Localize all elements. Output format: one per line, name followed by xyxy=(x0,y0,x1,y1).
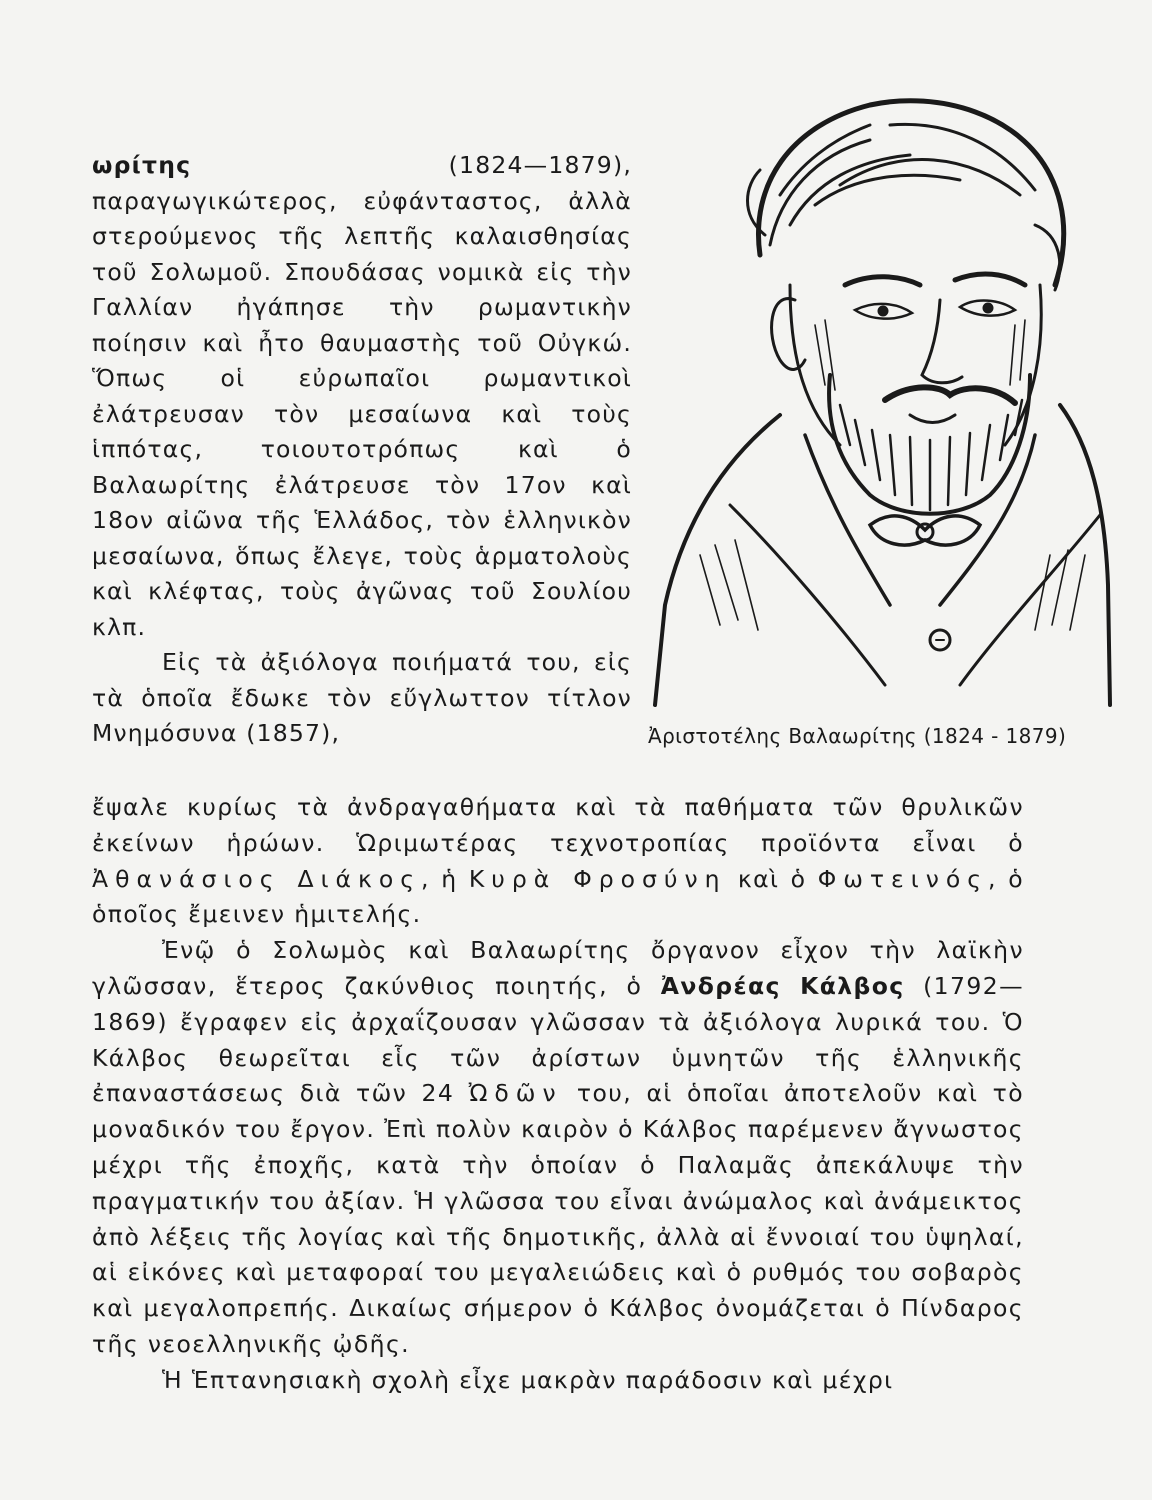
work-title: Ὠδῶν xyxy=(468,1079,563,1108)
work-title: Κυρὰ Φροσύνη xyxy=(468,864,727,893)
paragraph-text: (1824—1879), παραγωγικώτερος, εὐφάνταστος, ἀλλὰ στερούμενος τῆς λεπτῆς καλαισθησίας τοῦ Σολωμοῦ. Σπουδάσας νομικὰ εἰς τὴν Γαλλίαν ἠγάπησε τὴν ρωμαντικὴν ποίησιν καὶ ἦτο θαυμαστὴς τοῦ Οὐγκώ. Ὅπως οἱ εὐρωπαῖοι ρωμαντικοὶ ἐλάτρευσαν τὸν μεσαίωνα καὶ τοὺς ἱππότας, τοιουτοτρόπως καὶ ὁ Βαλαωρίτης ἐλάτρευσε τὸν 17ον καὶ 18ον αἰῶνα τῆς Ἑλλάδος, τὸν ἑλληνικὸν μεσαίωνα, ὅπως ἔλεγε, τοὺς ἁρματολοὺς καὶ κλέφτας, τοὺς ἀγῶνας τοῦ Σουλίου κλπ. xyxy=(92,151,632,641)
poet-name: Ἀνδρέας Κάλβος xyxy=(660,971,905,1000)
text-run: Ἐνῷ ὁ Σολωμὸς καὶ Βαλαωρίτης ὄργανον εἶχον τὴν λαϊκὴν γλῶσσαν, ἕτερος ζακύνθιος ποιητής, ὁ xyxy=(92,936,1024,1000)
upper-text-column xyxy=(92,148,632,752)
portrait-engraving xyxy=(640,85,1115,715)
lead-word: ωρίτης xyxy=(92,151,192,179)
lower-text-block xyxy=(92,790,1024,1399)
text-run: καὶ ὁ xyxy=(726,864,818,893)
portrait-caption: Ἀριστοτέλης Βαλαωρίτης (1824 - 1879) xyxy=(648,724,1067,748)
paragraph-text: Εἰς τὰ ἀξιόλογα ποιήματά του, εἰς τὰ ὁποῖα ἔδωκε τὸν εὔγλωττον τίτλον Μνημόσυνα (1857), xyxy=(92,648,632,747)
text-run: (1792—1869) ἔγραφεν εἰς ἀρχαΐζουσαν γλῶσσαν τὰ ἀξιόλογα λυρικά του. Ὁ Κάλβος θεωρεῖται εἷς τῶν ἀρίστων ὑμνητῶν τῆς ἑλληνικῆς ἐπαναστάσεως διὰ τῶν 24 xyxy=(92,971,1024,1108)
text-run: του, αἱ ὁποῖαι ἀποτελοῦν καὶ τὸ μοναδικόν του ἔργον. Ἐπὶ πολὺν καιρὸν ὁ Κάλβος παρέμενεν ἄγνωστος μέχρι τῆς ἐποχῆς, κατὰ τὴν ὁποίαν ὁ Παλαμᾶς ἀπεκάλυψε τὴν πραγματικήν του ἀξίαν. Ἡ γλῶσσα του εἶναι ἀνώμαλος καὶ ἀνάμεικτος ἀπὸ λέξεις τῆς λογίας καὶ τῆς δημοτικῆς, ἀλλὰ αἱ ἔννοιαί του ὑψηλαί, αἱ εἰκόνες καὶ μεταφοραί του μεγαλειώδεις καὶ ὁ ρυθμός του σοβαρὸς καὶ μεγαλοπρεπής. Δικαίως σήμερον ὁ Κάλβος ὀνομάζεται ὁ Πίνδαρος τῆς νεοελληνικῆς ᾠδῆς. xyxy=(92,1079,1025,1358)
paragraph-continuation xyxy=(92,148,632,645)
text-run: ἔψαλε κυρίως τὰ ἀνδραγαθήματα καὶ τὰ παθήματα τῶν θρυλικῶν ἐκείνων ἡρώων. Ὡριμωτέρας τεχνοτροπίας προϊόντα εἶναι ὁ xyxy=(92,793,1024,857)
paragraph-text: Ἡ Ἑπτανησιακὴ σχολὴ εἶχε μακρὰν παράδοσιν καὶ μέχρι xyxy=(162,1365,894,1394)
work-title: Φωτεινός xyxy=(817,864,989,893)
text-run: , ἡ xyxy=(421,864,469,893)
work-title: Ἀθανάσιος Διάκος xyxy=(92,864,422,893)
text-run: , ὁ ὁποῖος ἔμεινεν ἡμιτελής. xyxy=(92,864,1024,929)
paragraph-text xyxy=(92,933,1024,1363)
paragraph-text xyxy=(92,790,1024,933)
